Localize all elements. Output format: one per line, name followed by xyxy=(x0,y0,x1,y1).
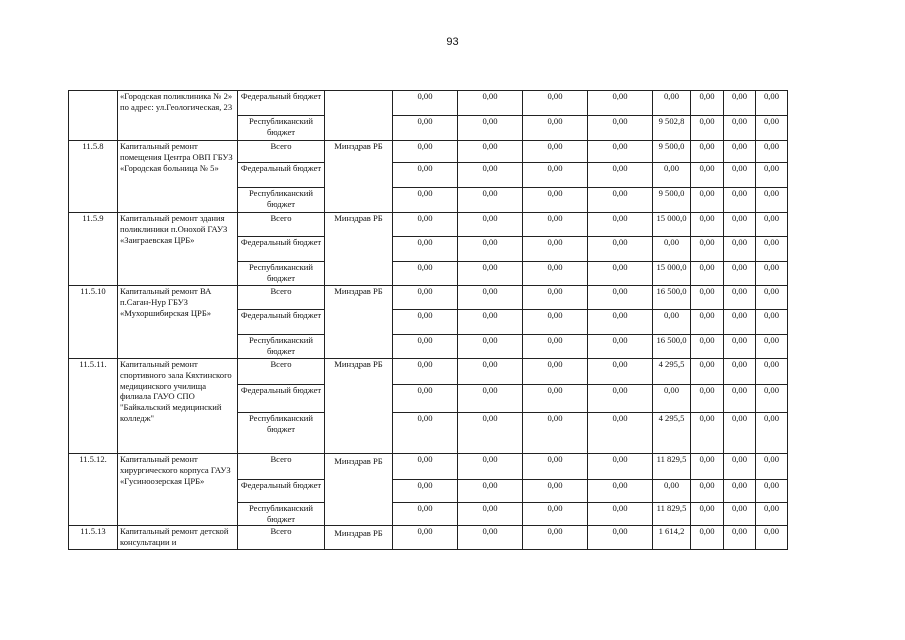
value-cell: 0,00 xyxy=(458,163,523,188)
item-name-cell: Капитальный ремонт хирургического корпуса ГАУЗ «Гусиноозерская ЦРБ» xyxy=(118,454,238,526)
table-row xyxy=(69,141,788,163)
value-cell: 0,00 xyxy=(756,163,788,188)
value-cell: 0,00 xyxy=(691,526,724,550)
value-cell: 0,00 xyxy=(724,454,756,480)
value-cell: 0,00 xyxy=(653,237,691,262)
value-cell: 0,00 xyxy=(523,286,588,310)
value-cell: 0,00 xyxy=(458,116,523,141)
funding-source-cell: Республиканский бюджет xyxy=(238,413,325,454)
value-cell: 0,00 xyxy=(691,480,724,503)
value-cell: 0,00 xyxy=(756,335,788,359)
value-cell: 0,00 xyxy=(523,480,588,503)
value-cell: 0,00 xyxy=(458,503,523,526)
value-cell: 0,00 xyxy=(724,163,756,188)
funding-source-cell: Республиканский бюджет xyxy=(238,116,325,141)
value-cell: 0,00 xyxy=(393,480,458,503)
value-cell: 0,00 xyxy=(588,385,653,413)
value-cell: 0,00 xyxy=(523,385,588,413)
value-cell: 0,00 xyxy=(588,116,653,141)
value-cell: 0,00 xyxy=(523,163,588,188)
value-cell: 4 295,5 xyxy=(653,413,691,454)
value-cell: 0,00 xyxy=(691,213,724,237)
funding-source-cell: Всего xyxy=(238,213,325,237)
value-cell: 0,00 xyxy=(523,335,588,359)
value-cell: 0,00 xyxy=(653,163,691,188)
value-cell: 0,00 xyxy=(523,503,588,526)
value-cell: 11 829,5 xyxy=(653,503,691,526)
value-cell: 0,00 xyxy=(393,163,458,188)
value-cell: 0,00 xyxy=(724,526,756,550)
value-cell: 0,00 xyxy=(393,237,458,262)
value-cell: 0,00 xyxy=(691,335,724,359)
value-cell: 0,00 xyxy=(756,213,788,237)
value-cell: 0,00 xyxy=(588,335,653,359)
value-cell: 0,00 xyxy=(691,359,724,385)
value-cell: 0,00 xyxy=(756,503,788,526)
executor-cell: Минздрав РБ xyxy=(325,359,393,454)
value-cell: 0,00 xyxy=(393,503,458,526)
value-cell: 0,00 xyxy=(691,237,724,262)
value-cell: 0,00 xyxy=(393,141,458,163)
value-cell: 0,00 xyxy=(756,237,788,262)
funding-source-cell: Республиканский бюджет xyxy=(238,503,325,526)
value-cell: 1 614,2 xyxy=(653,526,691,550)
value-cell: 0,00 xyxy=(458,454,523,480)
value-cell: 0,00 xyxy=(756,480,788,503)
value-cell: 0,00 xyxy=(724,213,756,237)
value-cell: 0,00 xyxy=(756,413,788,454)
value-cell: 0,00 xyxy=(458,413,523,454)
value-cell: 0,00 xyxy=(724,413,756,454)
value-cell: 0,00 xyxy=(724,262,756,286)
item-code-cell: 11.5.13 xyxy=(69,526,118,550)
value-cell: 0,00 xyxy=(588,163,653,188)
value-cell: 0,00 xyxy=(458,335,523,359)
value-cell: 0,00 xyxy=(724,503,756,526)
value-cell: 0,00 xyxy=(724,188,756,213)
table-row xyxy=(69,286,788,310)
value-cell: 0,00 xyxy=(691,163,724,188)
value-cell: 0,00 xyxy=(588,454,653,480)
value-cell: 0,00 xyxy=(756,91,788,116)
value-cell: 0,00 xyxy=(458,237,523,262)
value-cell: 0,00 xyxy=(458,286,523,310)
value-cell: 0,00 xyxy=(691,262,724,286)
value-cell: 0,00 xyxy=(523,116,588,141)
funding-source-cell: Федеральный бюджет xyxy=(238,91,325,116)
value-cell: 0,00 xyxy=(724,141,756,163)
value-cell: 0,00 xyxy=(653,385,691,413)
funding-source-cell: Федеральный бюджет xyxy=(238,237,325,262)
value-cell: 0,00 xyxy=(724,286,756,310)
table-row xyxy=(69,526,788,550)
funding-source-cell: Всего xyxy=(238,286,325,310)
value-cell: 0,00 xyxy=(691,385,724,413)
executor-cell xyxy=(325,91,393,141)
value-cell: 0,00 xyxy=(724,310,756,335)
value-cell: 0,00 xyxy=(458,188,523,213)
funding-source-cell: Всего xyxy=(238,141,325,163)
value-cell: 0,00 xyxy=(458,262,523,286)
value-cell: 0,00 xyxy=(756,454,788,480)
value-cell: 0,00 xyxy=(756,526,788,550)
value-cell: 0,00 xyxy=(724,335,756,359)
value-cell: 0,00 xyxy=(523,526,588,550)
value-cell: 0,00 xyxy=(724,480,756,503)
value-cell: 11 829,5 xyxy=(653,454,691,480)
value-cell: 0,00 xyxy=(691,116,724,141)
value-cell: 0,00 xyxy=(523,359,588,385)
value-cell: 0,00 xyxy=(458,480,523,503)
value-cell: 0,00 xyxy=(458,359,523,385)
funding-source-cell: Республиканский бюджет xyxy=(238,188,325,213)
executor-cell: Минздрав РБ xyxy=(325,454,393,526)
item-name-cell: Капитальный ремонт ВА п.Саган-Нур ГБУЗ «Мухоршибирская ЦРБ» xyxy=(118,286,238,359)
funding-source-cell: Республиканский бюджет xyxy=(238,262,325,286)
page-number: 93 xyxy=(446,36,459,48)
value-cell: 0,00 xyxy=(393,213,458,237)
value-cell: 0,00 xyxy=(393,188,458,213)
value-cell: 16 500,0 xyxy=(653,335,691,359)
value-cell: 0,00 xyxy=(588,286,653,310)
value-cell: 0,00 xyxy=(653,91,691,116)
item-code-cell: 11.5.11. xyxy=(69,359,118,454)
value-cell: 0,00 xyxy=(523,188,588,213)
value-cell: 0,00 xyxy=(724,385,756,413)
item-name-cell: Капитальный ремонт спортивного зала Кяхтинского медицинского училища филиала ГАУО СПО "Байкальский медицинский колледж" xyxy=(118,359,238,454)
funding-source-cell: Федеральный бюджет xyxy=(238,480,325,503)
item-code-cell: 11.5.8 xyxy=(69,141,118,213)
value-cell: 0,00 xyxy=(756,385,788,413)
value-cell: 9 500,0 xyxy=(653,141,691,163)
item-code-cell: 11.5.9 xyxy=(69,213,118,286)
value-cell: 0,00 xyxy=(393,454,458,480)
value-cell: 15 000,0 xyxy=(653,213,691,237)
budget-body xyxy=(69,91,788,550)
value-cell: 0,00 xyxy=(756,188,788,213)
value-cell: 0,00 xyxy=(691,310,724,335)
value-cell: 0,00 xyxy=(458,526,523,550)
value-cell: 0,00 xyxy=(393,310,458,335)
value-cell: 0,00 xyxy=(724,91,756,116)
executor-cell: Минздрав РБ xyxy=(325,526,393,550)
executor-cell: Минздрав РБ xyxy=(325,141,393,213)
value-cell: 0,00 xyxy=(588,237,653,262)
value-cell: 0,00 xyxy=(691,91,724,116)
value-cell: 0,00 xyxy=(523,213,588,237)
value-cell: 0,00 xyxy=(393,262,458,286)
funding-source-cell: Всего xyxy=(238,359,325,385)
value-cell: 0,00 xyxy=(691,454,724,480)
budget-table xyxy=(68,90,788,550)
value-cell: 0,00 xyxy=(523,413,588,454)
value-cell: 0,00 xyxy=(588,188,653,213)
value-cell: 0,00 xyxy=(724,359,756,385)
value-cell: 0,00 xyxy=(523,310,588,335)
value-cell: 0,00 xyxy=(523,237,588,262)
value-cell: 0,00 xyxy=(588,480,653,503)
value-cell: 0,00 xyxy=(691,503,724,526)
value-cell: 0,00 xyxy=(523,91,588,116)
value-cell: 0,00 xyxy=(691,413,724,454)
value-cell: 16 500,0 xyxy=(653,286,691,310)
funding-source-cell: Всего xyxy=(238,454,325,480)
value-cell: 0,00 xyxy=(588,91,653,116)
value-cell: 0,00 xyxy=(756,262,788,286)
funding-source-cell: Республиканский бюджет xyxy=(238,335,325,359)
table-row xyxy=(69,213,788,237)
value-cell: 0,00 xyxy=(756,359,788,385)
item-name-cell: Капитальный ремонт помещения Центра ОВП ГБУЗ «Городская больница № 5» xyxy=(118,141,238,213)
value-cell: 0,00 xyxy=(588,359,653,385)
value-cell: 0,00 xyxy=(588,503,653,526)
value-cell: 4 295,5 xyxy=(653,359,691,385)
value-cell: 0,00 xyxy=(393,335,458,359)
value-cell: 0,00 xyxy=(458,310,523,335)
value-cell: 0,00 xyxy=(393,286,458,310)
value-cell: 0,00 xyxy=(393,116,458,141)
table-row xyxy=(69,454,788,480)
value-cell: 0,00 xyxy=(588,262,653,286)
funding-source-cell: Федеральный бюджет xyxy=(238,163,325,188)
value-cell: 0,00 xyxy=(691,141,724,163)
value-cell: 0,00 xyxy=(756,310,788,335)
funding-source-cell: Федеральный бюджет xyxy=(238,310,325,335)
value-cell: 0,00 xyxy=(458,141,523,163)
value-cell: 0,00 xyxy=(393,413,458,454)
item-name-cell: Капитальный ремонт здания поликлиники п.Онохой ГАУЗ «Заиграевская ЦРБ» xyxy=(118,213,238,286)
table-row xyxy=(69,91,788,116)
value-cell: 0,00 xyxy=(523,454,588,480)
value-cell: 0,00 xyxy=(724,116,756,141)
value-cell: 0,00 xyxy=(458,385,523,413)
table-row xyxy=(69,359,788,385)
value-cell: 15 000,0 xyxy=(653,262,691,286)
value-cell: 0,00 xyxy=(756,141,788,163)
item-name-cell: «Городская поликлиника № 2» по адрес: ул.Геологическая, 23 xyxy=(118,91,238,141)
executor-cell: Минздрав РБ xyxy=(325,213,393,286)
value-cell: 0,00 xyxy=(393,359,458,385)
executor-cell: Минздрав РБ xyxy=(325,286,393,359)
value-cell: 0,00 xyxy=(724,237,756,262)
value-cell: 0,00 xyxy=(588,213,653,237)
funding-source-cell: Всего xyxy=(238,526,325,550)
value-cell: 0,00 xyxy=(588,526,653,550)
item-code-cell: 11.5.12. xyxy=(69,454,118,526)
value-cell: 0,00 xyxy=(458,91,523,116)
value-cell: 9 500,0 xyxy=(653,188,691,213)
value-cell: 0,00 xyxy=(523,262,588,286)
value-cell: 0,00 xyxy=(588,310,653,335)
value-cell: 0,00 xyxy=(653,310,691,335)
item-code-cell: 11.5.10 xyxy=(69,286,118,359)
value-cell: 0,00 xyxy=(393,91,458,116)
value-cell: 0,00 xyxy=(756,286,788,310)
value-cell: 0,00 xyxy=(588,141,653,163)
value-cell: 0,00 xyxy=(653,480,691,503)
item-name-cell: Капитальный ремонт детской консультации и xyxy=(118,526,238,550)
item-code-cell xyxy=(69,91,118,141)
value-cell: 0,00 xyxy=(393,385,458,413)
funding-source-cell: Федеральный бюджет xyxy=(238,385,325,413)
value-cell: 9 502,8 xyxy=(653,116,691,141)
value-cell: 0,00 xyxy=(458,213,523,237)
value-cell: 0,00 xyxy=(523,141,588,163)
value-cell: 0,00 xyxy=(588,413,653,454)
value-cell: 0,00 xyxy=(756,116,788,141)
value-cell: 0,00 xyxy=(691,286,724,310)
value-cell: 0,00 xyxy=(393,526,458,550)
value-cell: 0,00 xyxy=(691,188,724,213)
